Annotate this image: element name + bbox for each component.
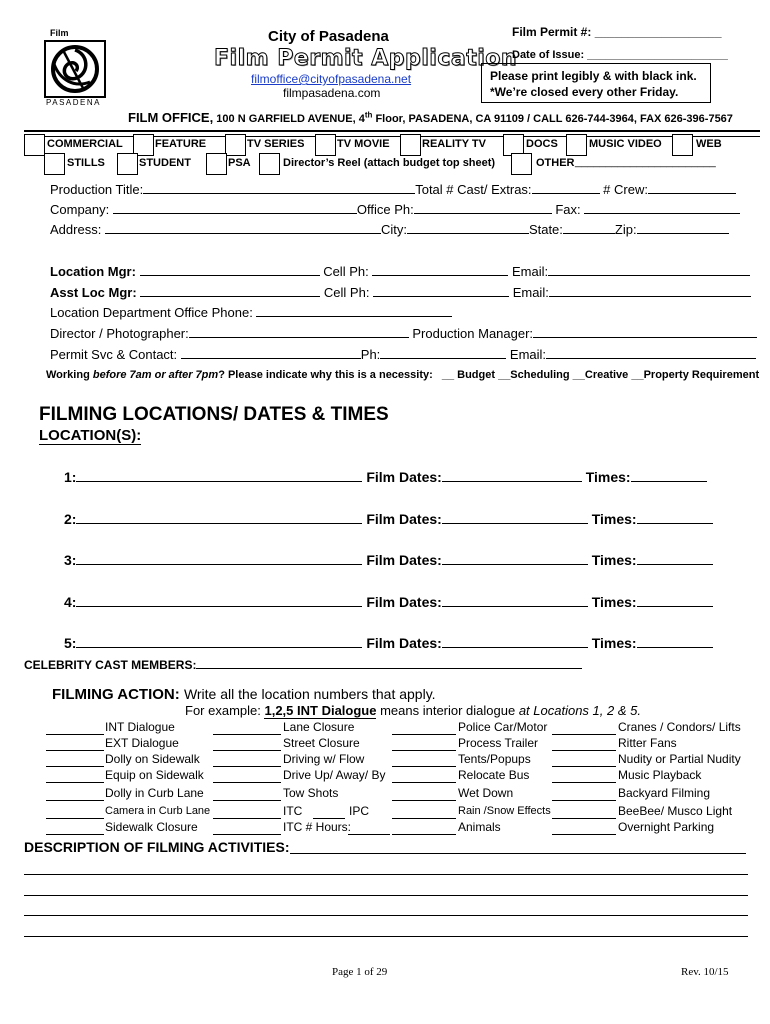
checkbox-web[interactable]	[672, 134, 693, 156]
action-process-trailer: Process Trailer	[458, 736, 539, 750]
office-street: 100 N GARFIELD AVENUE, 4	[216, 113, 365, 125]
fax-label: Fax:	[555, 202, 581, 217]
rose-logo-icon	[44, 40, 106, 98]
checkbox-directors-reel[interactable]	[259, 153, 280, 175]
crew-input[interactable]	[648, 182, 736, 194]
revision-date: Rev. 10/15	[681, 966, 729, 978]
action-backyard-input[interactable]	[552, 800, 616, 801]
form-title: Film Permit Application	[214, 46, 518, 71]
label-stills: STILLS	[67, 157, 105, 169]
label-commercial: COMMERCIAL	[47, 138, 123, 150]
address-input[interactable]	[105, 222, 381, 234]
date-of-issue-field[interactable]: Date of Issue: _______________________	[512, 49, 728, 61]
filming-action-heading: FILMING ACTION:	[52, 686, 180, 703]
office-floor-suffix: th	[364, 110, 373, 120]
action-nudity-input[interactable]	[552, 766, 616, 767]
action-lane-closure: Lane Closure	[283, 720, 355, 734]
production-title-label: Production Title:	[50, 182, 144, 197]
checkbox-psa[interactable]	[206, 153, 227, 175]
location-row-1	[64, 469, 707, 485]
production-manager-label: Production Manager:	[412, 326, 534, 341]
office-name: FILM OFFICE,	[128, 110, 214, 125]
total-cast-label: Total # Cast/ Extras:	[415, 182, 532, 197]
description-line-5[interactable]	[24, 936, 748, 937]
action-cranes: Cranes / Condors/ Lifts	[618, 720, 741, 734]
row-celebrity-cast	[24, 657, 582, 672]
location-number: 4:	[64, 594, 77, 610]
row-location-dept-phone	[50, 305, 452, 320]
label-student: STUDENT	[139, 157, 191, 169]
action-street-closure: Street Closure	[283, 736, 360, 750]
action-music-playback: Music Playback	[618, 768, 702, 782]
permit-svc-email-label: Email:	[509, 347, 547, 362]
location-1-input[interactable]	[76, 470, 362, 482]
label-psa: PSA	[228, 157, 251, 169]
location-3-input[interactable]	[76, 553, 362, 565]
location-mgr-email-label: Email:	[511, 264, 549, 279]
location-2-input[interactable]	[76, 512, 362, 524]
location-row-4	[64, 594, 713, 610]
row-permit-service	[50, 347, 756, 362]
action-equip-sidewalk: Equip on Sidewalk	[105, 768, 204, 782]
film-dates-label: Film Dates:	[366, 552, 442, 568]
action-relocate-bus-input[interactable]	[392, 782, 456, 783]
other-specify-field[interactable]: _______________________	[575, 156, 716, 168]
film-dates-label: Film Dates:	[366, 469, 442, 485]
row-location-manager	[50, 264, 750, 279]
location-number: 2:	[64, 511, 77, 527]
state-label: State:	[528, 222, 563, 237]
location-1-dates-input[interactable]	[442, 470, 582, 482]
location-mgr-cell-label: Cell Ph:	[323, 264, 369, 279]
permit-svc-label: Permit Svc & Contact:	[50, 347, 178, 362]
action-wet-down-input[interactable]	[392, 800, 456, 801]
asst-loc-email-input[interactable]	[549, 285, 751, 297]
action-camera-curb: Camera in Curb Lane	[105, 805, 211, 817]
asst-loc-mgr-label: Asst Loc Mgr:	[50, 285, 137, 300]
film-pasadena-logo	[44, 28, 106, 110]
location-2-dates-input[interactable]	[442, 512, 588, 524]
times-label: Times:	[585, 469, 631, 485]
row-director	[50, 326, 757, 341]
checkbox-tv-series[interactable]	[225, 134, 246, 156]
company-label: Company:	[50, 202, 110, 217]
location-4-times-input[interactable]	[637, 595, 713, 607]
permit-svc-phone-input[interactable]	[380, 347, 506, 359]
state-input[interactable]	[563, 222, 615, 234]
action-camera-curb-input[interactable]	[46, 818, 104, 819]
action-overnight-parking-input[interactable]	[552, 834, 616, 835]
asst-loc-email-label: Email:	[512, 285, 549, 300]
company-input[interactable]	[113, 202, 357, 214]
zip-label: Zip:	[614, 222, 637, 237]
location-mgr-input[interactable]	[140, 264, 320, 276]
description-label: DESCRIPTION OF FILMING ACTIVITIES:	[24, 839, 290, 855]
action-ext-dialogue-input[interactable]	[46, 750, 104, 751]
filming-action-header	[52, 686, 436, 703]
action-drive-up: Drive Up/ Away/ By	[283, 768, 386, 782]
description-line-4[interactable]	[24, 915, 748, 916]
label-docs: DOCS	[526, 138, 558, 150]
location-3-times-input[interactable]	[637, 553, 713, 565]
location-1-times-input[interactable]	[631, 470, 707, 482]
action-police-car: Police Car/Motor	[458, 720, 548, 734]
action-sidewalk-closure: Sidewalk Closure	[105, 820, 198, 834]
checkbox-stills[interactable]	[44, 153, 65, 175]
description-line-3[interactable]	[24, 895, 748, 896]
director-label: Director / Photographer:	[50, 326, 189, 341]
action-rain-snow: Rain /Snow Effects	[458, 805, 551, 817]
action-beebee-input[interactable]	[552, 818, 616, 819]
director-input[interactable]	[189, 326, 409, 338]
page-number: Page 1 of 29	[332, 966, 388, 978]
loc-dept-phone-input[interactable]	[256, 305, 452, 317]
description-line-1[interactable]	[290, 853, 746, 854]
location-3-dates-input[interactable]	[442, 553, 588, 565]
action-process-trailer-input[interactable]	[392, 750, 456, 751]
asst-loc-mgr-input[interactable]	[140, 285, 320, 297]
label-music-video: MUSIC VIDEO	[589, 138, 662, 150]
action-street-closure-input[interactable]	[213, 750, 281, 751]
action-police-car-input[interactable]	[392, 734, 456, 735]
label-reality-tv: REALITY TV	[422, 138, 486, 150]
action-ritter-fans: Ritter Fans	[618, 736, 677, 750]
working-suffix: ? Please indicate why this is a necessity:	[218, 369, 433, 381]
instructions-notice-box	[481, 63, 711, 103]
label-directors-reel: Director’s Reel (attach budget top sheet)	[283, 157, 496, 169]
checkbox-reality-tv[interactable]	[400, 134, 421, 156]
location-4-dates-input[interactable]	[442, 595, 588, 607]
total-cast-input[interactable]	[532, 182, 600, 194]
city-name: City of Pasadena	[268, 28, 389, 45]
asst-loc-cell-label: Cell Ph:	[323, 285, 370, 300]
location-5-input[interactable]	[76, 636, 362, 648]
action-relocate-bus: Relocate Bus	[458, 768, 530, 782]
action-backyard: Backyard Filming	[618, 786, 711, 800]
checkbox-commercial[interactable]	[24, 134, 45, 156]
office-email-link[interactable]: filmoffice@cityofpasadena.net	[251, 72, 412, 86]
filming-action-instruction: Write all the location numbers that apply.	[183, 686, 436, 702]
row-company	[50, 202, 740, 217]
times-label: Times:	[591, 552, 637, 568]
location-row-3	[64, 552, 713, 568]
action-drive-up-input[interactable]	[213, 782, 281, 783]
action-driving-flow-input[interactable]	[213, 766, 281, 767]
action-dolly-sidewalk: Dolly on Sidewalk	[105, 752, 200, 766]
location-mgr-email-input[interactable]	[548, 264, 750, 276]
location-5-times-input[interactable]	[637, 636, 713, 648]
location-row-2	[64, 511, 713, 527]
notice-line-ink: Please print legibly & with black ink.	[490, 69, 697, 83]
location-number: 3:	[64, 552, 77, 568]
locations-subheading: LOCATION(S):	[39, 427, 142, 444]
action-tow-shots: Tow Shots	[283, 786, 339, 800]
location-number: 5:	[64, 635, 77, 651]
film-dates-label: Film Dates:	[366, 511, 442, 527]
action-music-playback-input[interactable]	[552, 782, 616, 783]
action-itc-hours: ITC # Hours:	[283, 820, 352, 834]
office-phone-input[interactable]	[414, 202, 552, 214]
action-sidewalk-closure-input[interactable]	[46, 834, 104, 835]
action-wet-down: Wet Down	[458, 786, 514, 800]
checkbox-student[interactable]	[117, 153, 138, 175]
action-beebee: BeeBee/ Musco Light	[618, 804, 733, 818]
location-5-dates-input[interactable]	[442, 636, 588, 648]
action-dolly-curb: Dolly in Curb Lane	[105, 786, 204, 800]
label-feature: FEATURE	[155, 138, 207, 150]
row-address	[50, 222, 729, 237]
example-middle: means interior dialogue	[376, 703, 519, 718]
action-overnight-parking: Overnight Parking	[618, 820, 715, 834]
action-animals-input[interactable]	[392, 834, 456, 835]
label-web: WEB	[696, 138, 722, 150]
checkbox-other[interactable]	[511, 153, 532, 175]
film-dates-label: Film Dates:	[366, 635, 442, 651]
label-other: OTHER	[536, 157, 575, 169]
action-tents-input[interactable]	[392, 766, 456, 767]
action-dolly-sidewalk-input[interactable]	[46, 766, 104, 767]
office-phone-label: Office Ph:	[356, 202, 414, 217]
action-rain-snow-input[interactable]	[392, 818, 456, 819]
checkbox-music-video[interactable]	[566, 134, 587, 156]
description-line-2[interactable]	[24, 874, 748, 875]
action-equip-sidewalk-input[interactable]	[46, 782, 104, 783]
action-ipc-input[interactable]	[313, 818, 345, 819]
permit-svc-phone-label: Ph:	[360, 347, 381, 362]
city-input[interactable]	[407, 222, 529, 234]
action-itc-hours-prefix-line[interactable]	[213, 834, 281, 835]
action-cranes-input[interactable]	[552, 734, 616, 735]
working-prefix: Working	[46, 369, 93, 381]
action-animals: Animals	[458, 820, 501, 834]
fax-input[interactable]	[584, 202, 740, 214]
celebrity-cast-input[interactable]	[196, 657, 582, 669]
action-itc: ITC	[283, 804, 303, 818]
action-itc-input[interactable]	[213, 818, 281, 819]
location-mgr-cell-input[interactable]	[372, 264, 508, 276]
crew-label: # Crew:	[603, 182, 648, 197]
action-int-dialogue-input[interactable]	[46, 734, 104, 735]
example-prefix: For example:	[185, 703, 265, 718]
location-number: 1:	[64, 469, 77, 485]
action-ipc: IPC	[349, 804, 370, 818]
label-tv-movie: TV MOVIE	[337, 138, 390, 150]
action-tow-shots-input[interactable]	[213, 800, 281, 801]
checkbox-tv-movie[interactable]	[315, 134, 336, 156]
action-int-dialogue: INT Dialogue	[105, 720, 175, 734]
times-label: Times:	[591, 635, 637, 651]
label-tv-series: TV SERIES	[247, 138, 305, 150]
film-office-address	[128, 110, 733, 125]
permit-svc-input[interactable]	[181, 347, 361, 359]
film-dates-label: Film Dates:	[366, 594, 442, 610]
office-website: filmpasadena.com	[283, 86, 381, 100]
location-mgr-label: Location Mgr:	[50, 264, 136, 279]
city-label: City:	[380, 222, 407, 237]
action-dolly-curb-input[interactable]	[46, 800, 104, 801]
header-divider	[24, 130, 760, 132]
times-label: Times:	[591, 511, 637, 527]
working-hours-italic: before 7am or after 7pm	[92, 369, 219, 381]
celebrity-cast-label: CELEBRITY CAST MEMBERS:	[24, 658, 197, 672]
early-late-work-reason	[46, 369, 759, 381]
location-2-times-input[interactable]	[637, 512, 713, 524]
production-manager-input[interactable]	[533, 326, 757, 338]
example-italic: at Locations 1, 2 & 5.	[518, 703, 641, 718]
action-itc-hours-input[interactable]	[348, 834, 390, 835]
address-label: Address:	[50, 222, 102, 237]
action-driving-flow: Driving w/ Flow	[283, 752, 365, 766]
production-title-input[interactable]	[143, 182, 415, 194]
office-contact: Floor, PASADENA, CA 91109 / CALL 626-744-3964, FAX 626-396-7567	[375, 113, 733, 125]
loc-dept-phone-label: Location Department Office Phone:	[50, 305, 253, 320]
times-label: Times:	[591, 594, 637, 610]
row-asst-location-manager	[50, 285, 751, 300]
action-nudity: Nudity or Partial Nudity	[618, 752, 741, 766]
notice-line-closed: *We’re closed every other Friday.	[490, 85, 679, 99]
action-lane-closure-input[interactable]	[213, 734, 281, 735]
row-production-title	[50, 182, 736, 197]
logo-bottom-text: PASADENA	[46, 98, 101, 107]
location-row-5	[64, 635, 713, 651]
logo-top-text: Film	[50, 28, 69, 38]
filming-locations-heading: FILMING LOCATIONS/ DATES & TIMES	[39, 404, 389, 425]
zip-input[interactable]	[637, 222, 729, 234]
film-permit-number-field[interactable]: Film Permit #: ___________________	[512, 25, 722, 39]
permit-svc-email-input[interactable]	[546, 347, 756, 359]
example-numbers: 1,2,5 INT Dialogue	[264, 703, 377, 718]
location-4-input[interactable]	[76, 595, 362, 607]
action-ritter-fans-input[interactable]	[552, 750, 616, 751]
filming-action-example	[185, 703, 641, 718]
asst-loc-cell-input[interactable]	[373, 285, 509, 297]
working-options[interactable]: __ Budget __Scheduling __Creative __Property Requirement	[441, 369, 760, 381]
action-tents: Tents/Popups	[458, 752, 531, 766]
action-ext-dialogue: EXT Dialogue	[105, 736, 179, 750]
